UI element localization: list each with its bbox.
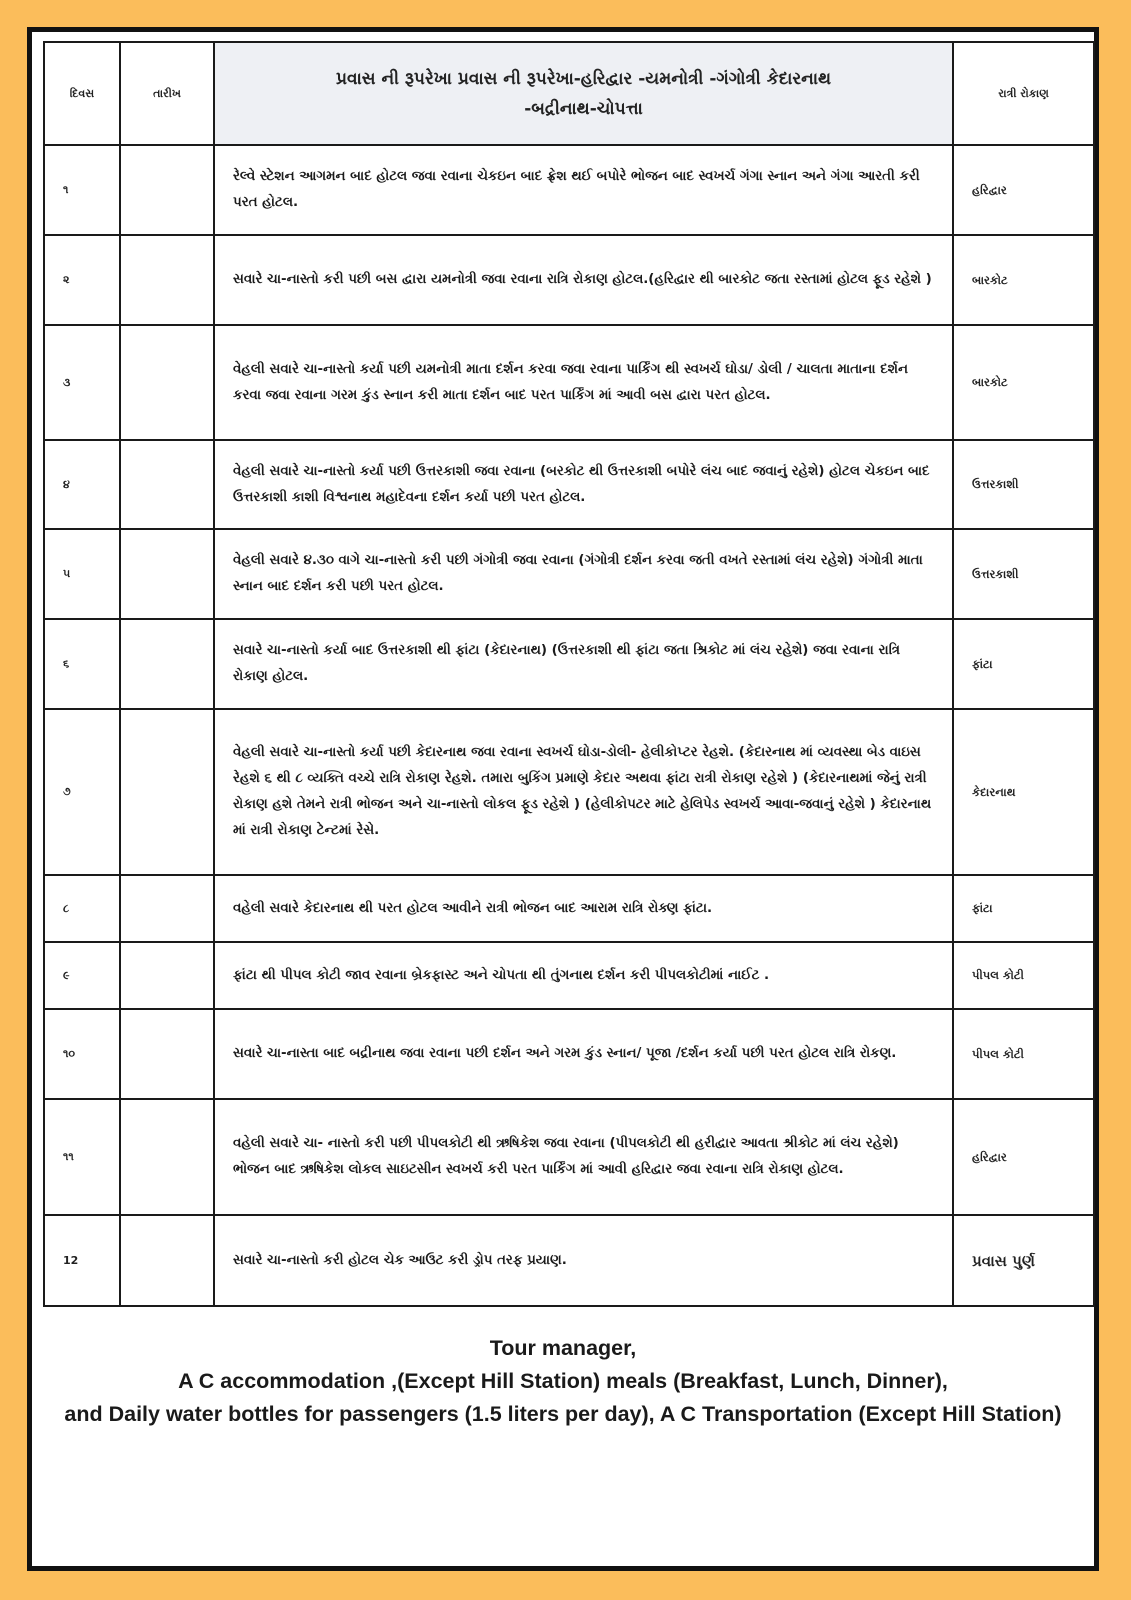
day-cell: ૪ (44, 440, 120, 529)
date-cell (120, 440, 214, 529)
description-cell: સવારે ચા-નાસ્તો કર્યા બાદ ઉત્તરકાશી થી ફાંટા (કેદારનાથ) (ઉત્તરકાશી થી ફાંટા જતા શ્રિકોટ માં લંચ રહેશે) જવા રવાના રાત્રિ રોકાણ હોટલ. (214, 619, 953, 709)
header-night-stay: રાત્રી રોકાણ (953, 42, 1094, 145)
description-cell: વેહલી સવારે ૪.૩૦ વાગે ચા-નાસ્તો કરી પછી ગંગોત્રી જવા રવાના (ગંગોત્રી દર્શન કરવા જતી વખતે રસ્તામાં લંચ રહેશે) ગંગોત્રી માતા સ્નાન બાદ દર્શન કરી પછી પરત હોટલ. (214, 529, 953, 619)
day-cell: ૬ (44, 619, 120, 709)
date-cell (120, 1099, 214, 1215)
date-cell (120, 325, 214, 440)
description-cell: વેહલી સવારે ચા-નાસ્તો કર્યા પછી ઉત્તરકાશી જવા રવાના (બરકોટ થી ઉત્તરકાશી બપોરે લંચ બાદ જવાનું રહેશે) હોટલ ચેકઇન બાદ ઉત્તરકાશી કાશી વિશ્વનાથ મહાદેવના દર્શન કર્યા પછી પરત હોટલ. (214, 440, 953, 529)
night-stay-cell: બારકોટ (953, 325, 1094, 440)
day-cell: 12 (44, 1215, 120, 1306)
table-row (44, 529, 1094, 619)
footer-line-3: and Daily water bottles for passengers (1.5 liters per day), A C Transportation (Except Hill Station) (64, 1402, 1062, 1426)
description-cell: રેલ્વે સ્ટેશન આગમન બાદ હોટલ જવા રવાના ચેકઇન બાદ ફ્રેશ થઈ બપોરે ભોજન બાદ સ્વખર્ચ ગંગા સ્નાન અને ગંગા આરતી કરી પરત હોટલ. (214, 145, 953, 235)
date-cell (120, 145, 214, 235)
day-cell: ૧ (44, 145, 120, 235)
table-row (44, 235, 1094, 325)
description-cell: વેહલી સવારે ચા-નાસ્તો કર્યા પછી યમનોત્રી માતા દર્શન કરવા જવા રવાના પાર્કિંગ થી સ્વખર્ચ ઘોડા/ ડોલી / ચાલતા માતાના દર્શન કરવા જવા રવાના ગરમ કુંડ સ્નાન કરી માતા દર્શન બાદ પરત પાર્કિંગ માં આવી બસ દ્વારા પરત હોટલ. (214, 325, 953, 440)
footer-line-1: Tour manager, (489, 1336, 637, 1360)
header-date: તારીખ (120, 42, 214, 145)
day-cell: ૮ (44, 875, 120, 942)
night-stay-cell: પીપલ કોટી (953, 1009, 1094, 1099)
date-cell (120, 1009, 214, 1099)
night-stay-cell: ઉત્તરકાશી (953, 440, 1094, 529)
description-cell: સવારે ચા-નાસ્તો કરી હોટલ ચેક આઉટ કરી ડ્રોપ તરફ પ્રયાણ. (214, 1215, 953, 1306)
date-cell (120, 709, 214, 875)
table-header-row (44, 42, 1094, 145)
description-cell: સવારે ચા-નાસ્તા બાદ બદ્રીનાથ જવા રવાના પછી દર્શન અને ગરમ કુંડ સ્નાન/ પૂજા /દર્શન કર્યા પછી પરત હોટલ રાત્રિ રોકણ. (214, 1009, 953, 1099)
night-stay-cell: બારકોટ (953, 235, 1094, 325)
night-stay-cell: પ્રવાસ પુર્ણ (953, 1215, 1094, 1306)
date-cell (120, 1215, 214, 1306)
description-cell: વેહલી સવારે ચા-નાસ્તો કર્યા પછી કેદારનાથ જવા રવાના સ્વખર્ચ ઘોડા-ડોલી- હેલીકોપ્ટર રેહશે. (કેદારનાથ માં વ્યવસ્થા બેડ વાઇસ રેહશે ૬ થી ૮ વ્યક્તિ વચ્ચે રાત્રિ રોકાણ રેહશે. તમારા બુકિંગ પ્રમાણે કેદાર અથવા ફાંટા રાત્રી રોકાણ રહેશે ) (કેદારનાથમાં જેનું રાત્રી રોકાણ હશે તેમને રાત્રી ભોજન અને ચા-નાસ્તો લોકલ ફૂડ રહેશે ) (હેલીકોપટર માટે હેલિપેડ સ્વખર્ચ આવા-જવાનું રહેશે ) કેદારનાથ માં રાત્રી રોકાણ ટેન્ટમાં રેસે. (214, 709, 953, 875)
date-cell (120, 875, 214, 942)
itinerary-table (43, 41, 1095, 1307)
table-row (44, 619, 1094, 709)
night-stay-cell: પીપલ કોટી (953, 942, 1094, 1009)
night-stay-cell: હરિદ્વાર (953, 1099, 1094, 1215)
night-stay-cell: કેદારનાથ (953, 709, 1094, 875)
header-title (214, 42, 953, 145)
table-row (44, 1099, 1094, 1215)
description-cell: ફાંટા થી પીપલ કોટી જાવ રવાના બ્રેકફાસ્ટ અને ચોપતા થી તુંગનાથ દર્શન કરી પીપલકોટીમાં નાઈટ . (214, 942, 953, 1009)
table-row (44, 709, 1094, 875)
day-cell: ૨ (44, 235, 120, 325)
date-cell (120, 529, 214, 619)
day-cell: ૫ (44, 529, 120, 619)
table-row (44, 1215, 1094, 1306)
table-row (44, 325, 1094, 440)
title-line-1: પ્રવાસ ની રૂપરેખા પ્રવાસ ની રૂપરેખા-હરિદ્વાર -યમનોત્રી -ગંગોત્રી કેદારનાથ (335, 68, 832, 89)
table-row (44, 875, 1094, 942)
night-stay-cell: ફાંટા (953, 875, 1094, 942)
date-cell (120, 235, 214, 325)
date-cell (120, 619, 214, 709)
inclusions-footer (32, 1332, 1094, 1431)
day-cell: ૭ (44, 709, 120, 875)
day-cell: ૩ (44, 325, 120, 440)
title-line-2: -બદ્રીનાથ-ચોપત્તા (524, 98, 643, 119)
night-stay-cell: ફાંટા (953, 619, 1094, 709)
day-cell: ૧૧ (44, 1099, 120, 1215)
description-cell: સવારે ચા-નાસ્તો કરી પછી બસ દ્વારા યમનોત્રી જવા રવાના રાત્રિ રોકાણ હોટલ.(હરિદ્વાર થી બારકોટ જતા રસ્તામાં હોટલ ફૂડ રહેશે ) (214, 235, 953, 325)
table-row (44, 145, 1094, 235)
itinerary-page (27, 27, 1099, 1571)
footer-line-2: A C accommodation ,(Except Hill Station) meals (Breakfast, Lunch, Dinner), (178, 1369, 948, 1393)
table-row (44, 440, 1094, 529)
date-cell (120, 942, 214, 1009)
day-cell: ૧૦ (44, 1009, 120, 1099)
night-stay-cell: હરિદ્વાર (953, 145, 1094, 235)
table-row (44, 1009, 1094, 1099)
description-cell: વહેલી સવારે કેદારનાથ થી પરત હોટલ આવીને રાત્રી ભોજન બાદ આરામ રાત્રિ રોક્ણ ફાંટા. (214, 875, 953, 942)
night-stay-cell: ઉત્તરકાશી (953, 529, 1094, 619)
description-cell: વહેલી સવારે ચા- નાસ્તો કરી પછી પીપલકોટી થી ઋષિકેશ જવા રવાના (પીપલકોટી થી હરીદ્વાર આવતા શ્રીકોટ માં લંચ રહેશે) ભોજન બાદ ઋષિકેશ લોકલ સાઇટસીન સ્વખર્ચ કરી પરત પાર્કિંગ માં આવી હરિદ્વાર જવા રવાના રાત્રિ રોકાણ હોટલ. (214, 1099, 953, 1215)
table-row (44, 942, 1094, 1009)
day-cell: ૯ (44, 942, 120, 1009)
header-day: દિવસ (44, 42, 120, 145)
